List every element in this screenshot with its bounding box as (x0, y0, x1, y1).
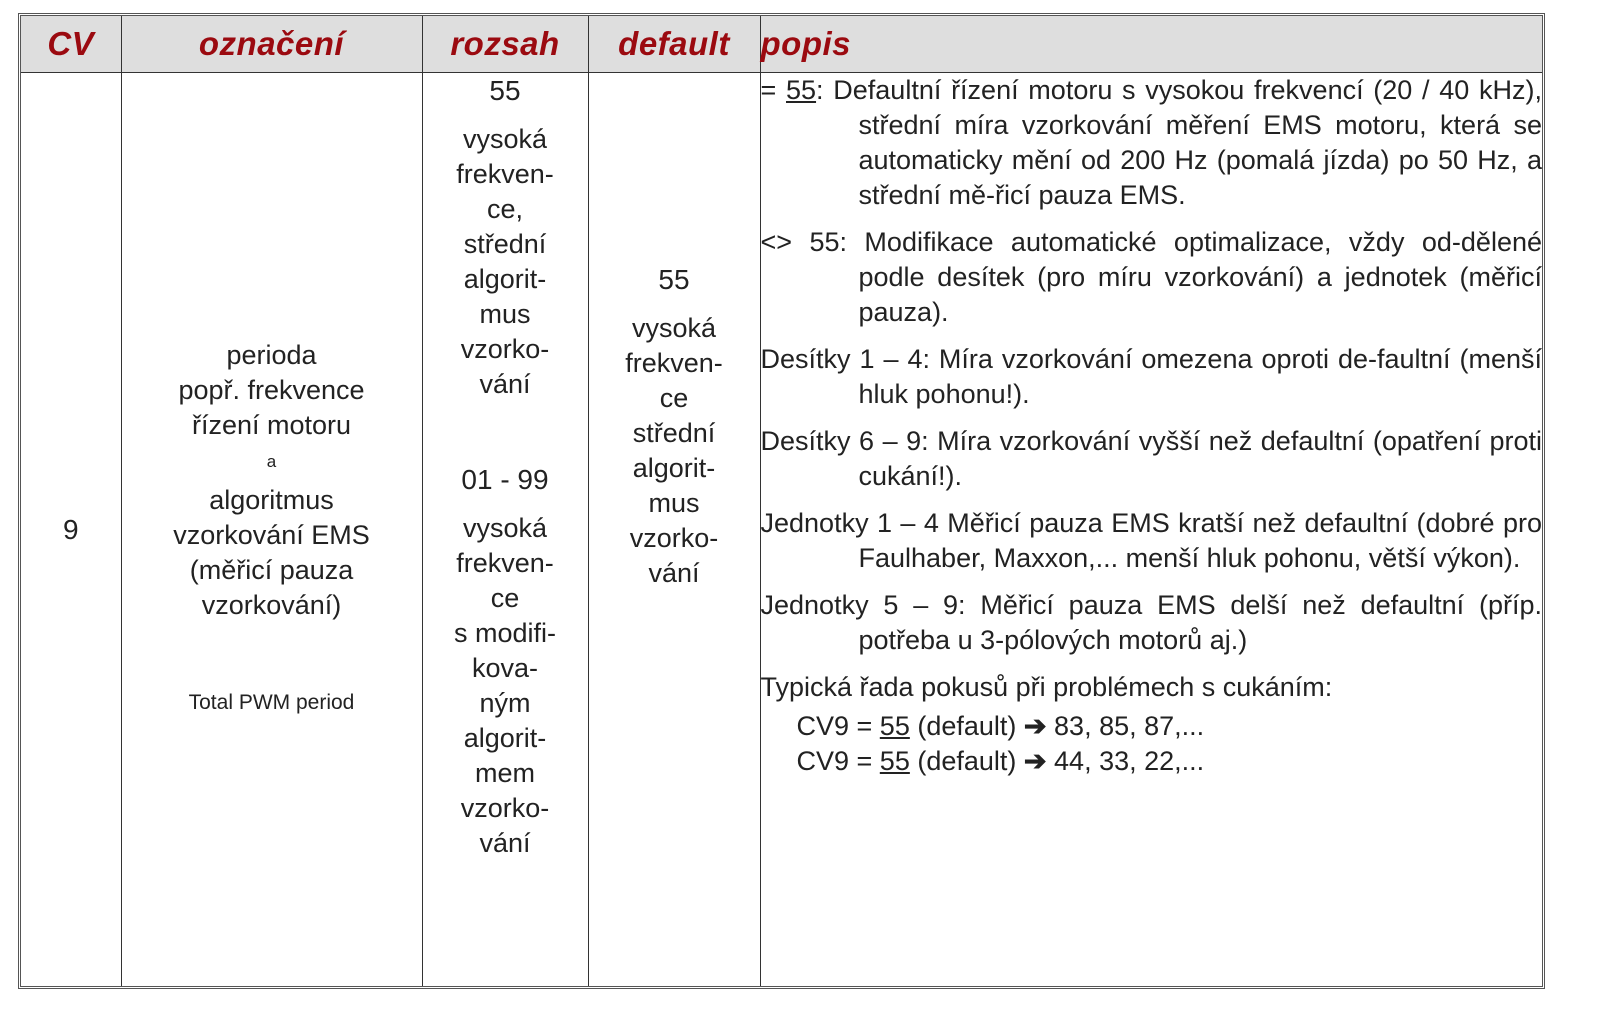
rozsah-desc-line: ce, (486, 193, 524, 224)
header-cv: CV (21, 16, 121, 72)
rozsah-desc-line: vzorko- (460, 792, 550, 823)
default-value: 55 (658, 263, 690, 295)
default-desc-line: vysoká (631, 312, 717, 343)
cv-table (21, 16, 1542, 986)
rozsah-desc-line: s modifi- (453, 617, 556, 648)
example-prefix: CV9 = (796, 745, 880, 776)
rozsah-desc-line: vysoká (462, 512, 548, 543)
popis-tens-high-para: Desítky 6 – 9: Míra vzorkování vyšší než defaultní (opatření proti cukání!). (760, 425, 1542, 491)
rozsah-desc-line: střední (463, 228, 547, 259)
rozsah-value-1: 55 (489, 74, 521, 106)
default-desc-line: vání (648, 557, 700, 588)
oznaceni-line: vzorkování) (201, 590, 342, 621)
oznaceni-connector: a (266, 452, 277, 472)
oznaceni-line: popř. frekvence (178, 375, 365, 406)
popis-p1-colon: : (816, 74, 824, 105)
header-popis: popis (760, 16, 1542, 72)
rozsah-desc-line: ným (479, 687, 531, 718)
default-block (589, 262, 760, 591)
cv-table-frame (18, 13, 1545, 989)
oznaceni-line: vzorkování EMS (173, 520, 370, 551)
oznaceni-bottom (122, 483, 422, 623)
spacer (423, 402, 588, 462)
example-value: 55 (879, 710, 910, 741)
table-row (21, 72, 1542, 986)
oznaceni-line: algoritmus (209, 485, 334, 516)
rozsah-desc-line: vzorko- (460, 333, 550, 364)
default-desc-line: ce (659, 382, 689, 413)
header-row (21, 16, 1542, 72)
example-default-label: (default) (909, 745, 1024, 776)
popis-typical-para: Typická řada pokusů při problémech s cukáním: (760, 671, 1333, 702)
rozsah-desc-line: kova- (471, 652, 539, 683)
example-result: 83, 85, 87,... (1046, 710, 1205, 741)
popis-example (761, 709, 1543, 744)
cell-rozsah (422, 72, 588, 986)
popis-p1-prefix: = (760, 74, 786, 105)
cell-default (588, 72, 760, 986)
rozsah-desc-line: ce (490, 582, 520, 613)
arrow-right-icon: ➔ (1023, 710, 1047, 741)
rozsah-desc-line: vání (479, 368, 531, 399)
rozsah-desc-line: frekven- (456, 547, 554, 578)
popis-units-low-para: Jednotky 1 – 4 Měřicí pauza EMS kratší než defaultní (dobré pro Faulhaber, Maxxon,... menší hluk pohonu, větší výkon). (760, 507, 1542, 573)
cell-popis (760, 72, 1542, 986)
default-desc-line: střední (632, 417, 716, 448)
rozsah-desc-line: algorit- (463, 263, 547, 294)
default-desc-line: mus (648, 487, 700, 518)
oznaceni-top (122, 338, 422, 443)
cell-cv: 9 (21, 72, 121, 986)
example-prefix: CV9 = (796, 710, 880, 741)
default-desc-line: algorit- (632, 452, 716, 483)
example-default-label: (default) (909, 710, 1024, 741)
oznaceni-note: Total PWM period (188, 691, 355, 715)
example-result: 44, 33, 22,... (1046, 745, 1205, 776)
arrow-right-icon: ➔ (1023, 745, 1047, 776)
popis-p1-text: Defaultní řízení motoru s vysokou frekvencí (20 / 40 kHz), střední míra vzorkování měření EMS motoru, která se automaticky mění od 200 Hz (pomalá jízda) po 50 Hz, a střední mě-řicí pauza EMS. (823, 74, 1542, 210)
header-default: default (588, 16, 760, 72)
popis-modification-para: <> 55: Modifikace automatické optimalizace, vždy od-dělené podle desítek (pro míru vzorkování) a jednotek (měřicí pauza). (760, 226, 1542, 327)
popis-units-high-para: Jednotky 5 – 9: Měřicí pauza EMS delší než defaultní (příp. potřeba u 3-pólových motorů aj.) (760, 589, 1542, 655)
popis-tens-low-para: Desítky 1 – 4: Míra vzorkování omezena oproti de-faultní (menší hluk pohonu!). (760, 343, 1542, 409)
rozsah-desc-line: mem (475, 757, 535, 788)
header-oznaceni: označení (121, 16, 422, 72)
cell-oznaceni (121, 72, 422, 986)
popis-example (761, 744, 1543, 779)
rozsah-desc-line: mus (479, 298, 531, 329)
rozsah-value-2: 01 - 99 (461, 463, 549, 495)
default-desc-line: vzorko- (629, 522, 719, 553)
rozsah-desc-line: frekven- (456, 158, 554, 189)
rozsah-desc-line: vysoká (462, 123, 548, 154)
oznaceni-line: řízení motoru (191, 410, 352, 441)
example-value: 55 (879, 745, 910, 776)
oznaceni-line: (měřicí pauza (189, 555, 354, 586)
rozsah-desc-line: algorit- (463, 722, 547, 753)
default-desc-line: frekven- (625, 347, 723, 378)
rozsah-desc-line: vání (479, 827, 531, 858)
popis-p1-value: 55 (786, 74, 817, 105)
header-rozsah: rozsah (422, 16, 588, 72)
oznaceni-line: perioda (226, 340, 317, 371)
popis-default-para (761, 73, 1543, 213)
